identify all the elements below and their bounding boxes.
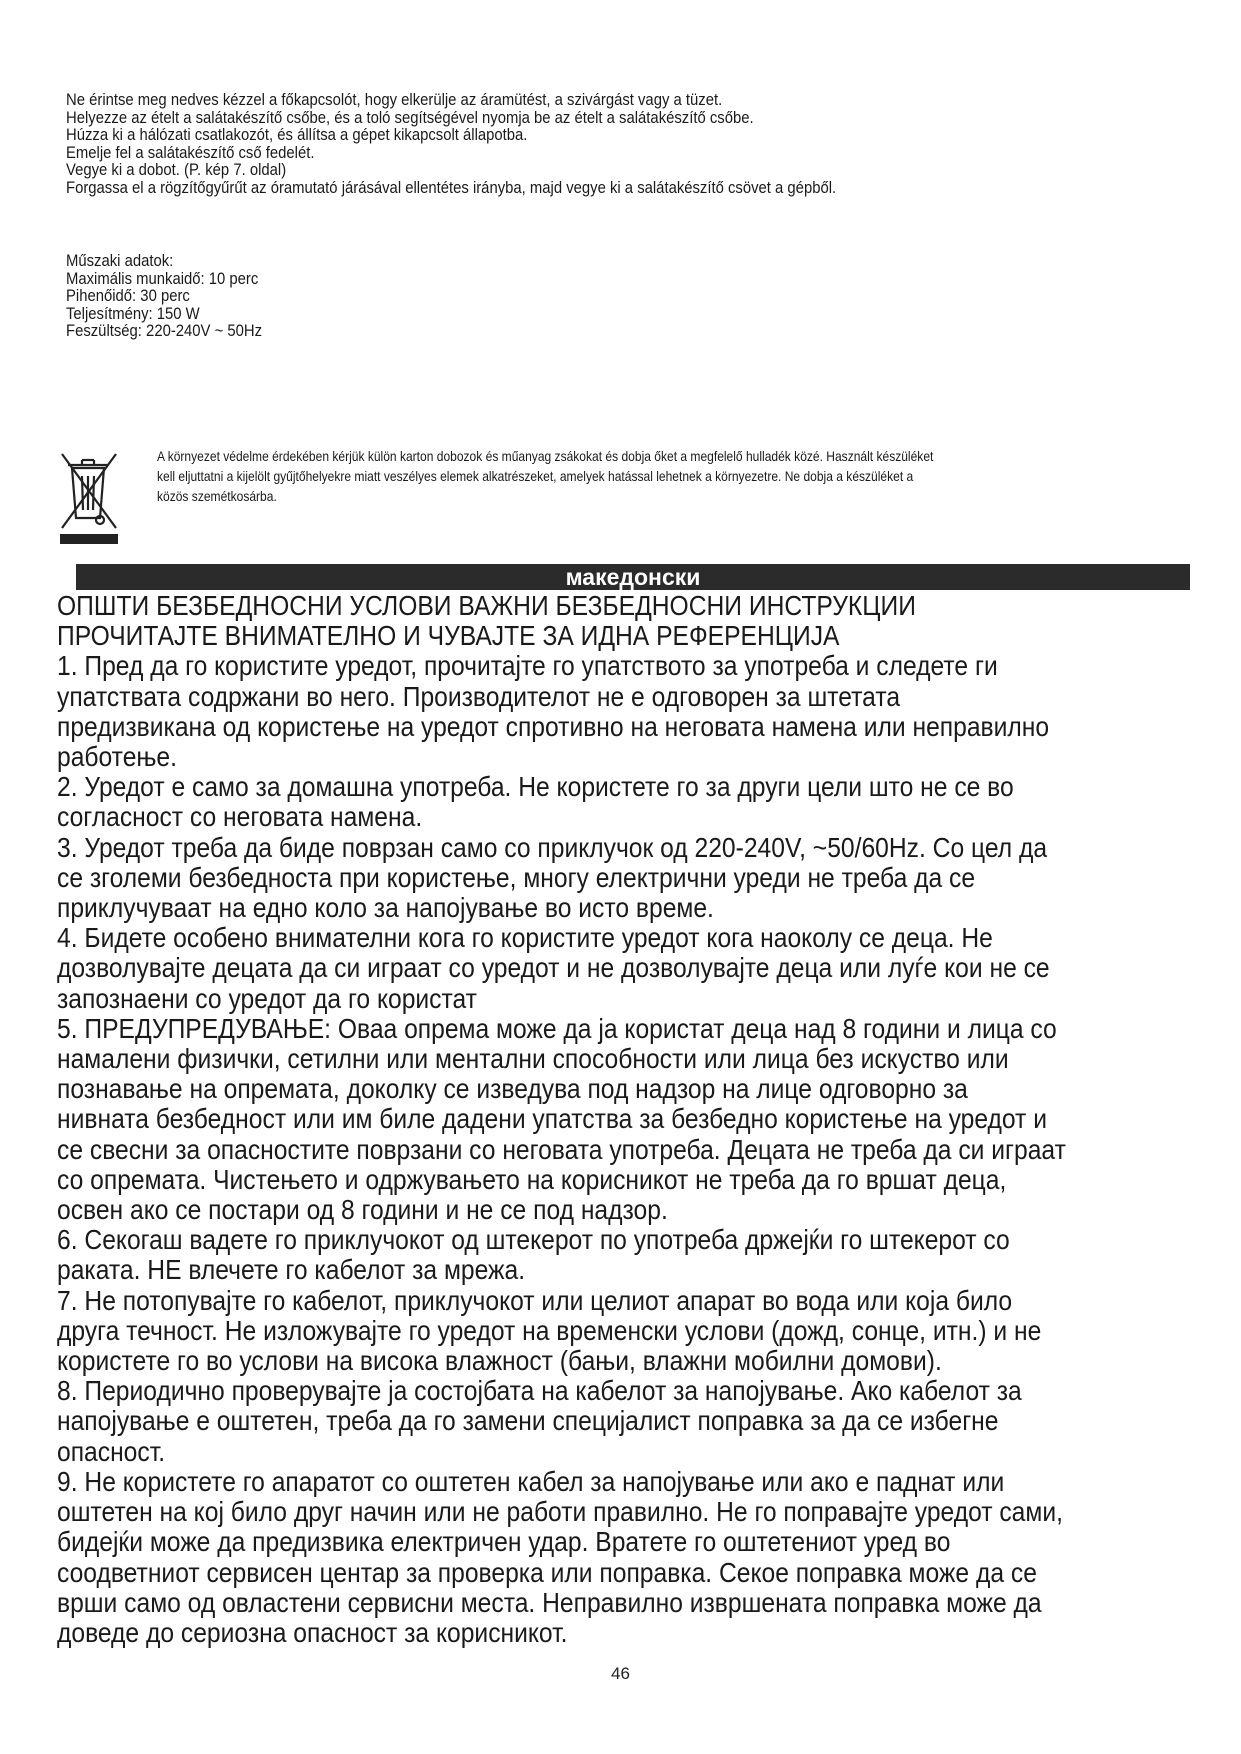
macedonian-safety-text	[57, 591, 1192, 1648]
mk-text-line: користете го во услови на висока влажност (бањи, влажни мобилни домови).	[57, 1345, 942, 1377]
mk-text-line: 2. Уредот е само за домашна употреба. Не користете го за други цели што не се во	[57, 771, 1014, 803]
hu-step-line: Ne érintse meg nedves kézzel a főkapcsolót, hogy elkerülje az áramütést, a szivárgást vagy a tüzet.	[66, 91, 723, 109]
mk-text-line: 4. Бидете особено внимателни кога го користите уредот кога наоколу се деца. Не	[57, 922, 993, 954]
crossed-out-wheelie-bin-icon	[58, 448, 120, 544]
mk-text-line: 3. Уредот треба да биде поврзан само со приклучок од 220-240V, ~50/60Hz. Со цел да	[57, 831, 1048, 863]
mk-text-line: 8. Периодично проверувајте ја состојбата на кабелот за напојување. Ако кабелот за	[57, 1375, 1022, 1407]
mk-text-line: опасност.	[57, 1435, 166, 1467]
mk-text-line: се свесни за опасностите поврзани со неговата употреба. Децата не треба да си играат	[57, 1133, 1066, 1165]
environment-notice-line: közös szemétkosárba.	[157, 488, 277, 504]
mk-text-line: 6. Секогаш вадете го приклучокот од штекерот по употреба држејќи го штекерот со	[57, 1224, 1010, 1256]
mk-text-line: соодветниот сервисен центар за проверка или поправка. Секое поправка може да се	[57, 1556, 1037, 1588]
mk-text-line: согласност со неговата намена.	[57, 801, 423, 833]
environment-notice-line: A környezet védelme érdekében kérjük külön karton dobozok és műanyag zsákokat és dobja őket a megfelelő hulladék közé. Használt készüléket	[157, 448, 934, 464]
environment-notice-line: kell eljuttatni a kijelölt gyűjtőhelyekre miatt veszélyes elemek alkatrészeket, amelyek hatással lehetnek a környezetre. Ne dobja a készüléket a	[157, 468, 914, 484]
mk-text-line: раката. НЕ влечете го кабелот за мрежа.	[57, 1254, 526, 1286]
mk-text-line: дозволувајте децата да си играат со уредот и не дозволувајте деца или луѓе кои не се	[57, 952, 1050, 984]
technical-data-line: Maximális munkaidő: 10 perc	[66, 269, 259, 288]
mk-heading-line: ПРОЧИТАЈТЕ ВНИМАТЕЛНО И ЧУВАЈТЕ ЗА ИДНА РЕФЕРЕНЦИЈА	[57, 620, 840, 652]
mk-text-line: упатствата содржани во него. Производителот не е одговорен за штетата	[57, 680, 901, 712]
environment-notice	[157, 446, 1172, 506]
mk-text-line: намалени физички, сетилни или ментални способности или лица без искуство или	[57, 1043, 1009, 1075]
technical-data-line: Pihenőidő: 30 perc	[66, 287, 190, 305]
mk-heading-line: ОПШТИ БЕЗБЕДНОСНИ УСЛОВИ ВАЖНИ БЕЗБЕДНОСНИ ИНСТРУКЦИИ	[57, 590, 916, 621]
mk-text-line: приклучуваат на едно коло за напојување во исто време.	[57, 892, 714, 924]
hungarian-instructions	[66, 92, 1074, 197]
mk-text-line: 1. Пред да го користите уредот, прочитајте го упатството за употреба и следете ги	[57, 650, 998, 682]
mk-text-line: со опремата. Чистењето и одржувањето на корисникот не треба да го вршат деца,	[57, 1163, 1007, 1195]
language-banner: македонски	[76, 564, 1190, 590]
mk-text-line: оштетен на кој било друг начин или не работи правилно. Не го поправајте уредот сами,	[57, 1496, 1063, 1528]
technical-data-heading: Műszaki adatok:	[66, 252, 174, 270]
mk-text-line: врши само од овластени сервисни места. Неправилно извршената поправка може да	[57, 1586, 1042, 1618]
mk-text-line: се зголеми безбедноста при користење, многу електрични уреди не треба да се	[57, 861, 976, 893]
hu-step-line: Vegye ki a dobot. (P. kép 7. oldal)	[66, 161, 287, 179]
mk-text-line: познавање на опремата, доколку се изведува под надзор на лице одговорно за	[57, 1073, 968, 1105]
hu-step-line: Húzza ki a hálózati csatlakozót, és állítsa a gépet kikapcsolt állapotba.	[66, 126, 528, 144]
mk-text-line: предизвикана од користење на уредот спротивно на неговата намена или неправилно	[57, 710, 1050, 742]
mk-text-line: друга течност. Не изложувајте го уредот на временски услови (дожд, сонце, итн.) и не	[57, 1314, 1042, 1346]
mk-text-line: 5. ПРЕДУПРЕДУВАЊЕ: Оваа опрема може да ја користат деца над 8 години и лица со	[57, 1012, 1057, 1044]
technical-data-line: Feszültség: 220-240V ~ 50Hz	[66, 322, 263, 340]
mk-text-line: доведе до сериозна опасност за корисникот.	[57, 1616, 568, 1648]
technical-data	[66, 253, 262, 341]
mk-text-line: работење.	[57, 741, 177, 773]
mk-text-line: нивната безбедност или им биле дадени упатства за безбедно користење на уредот и	[57, 1103, 1047, 1135]
page-number: 46	[611, 1664, 630, 1683]
hu-step-line: Forgassa el a rögzítőgyűrűt az óramutató járásával ellentétes irányba, majd vegye ki a salátakészítő csövet a gépből.	[66, 178, 837, 197]
hu-step-line: Emelje fel a salátakészítő cső fedelét.	[66, 143, 315, 162]
hu-step-line: Helyezze az ételt a salátakészítő csőbe, és a toló segítségével nyomja be az ételt a salátakészítő csőbe.	[66, 108, 754, 127]
mk-text-line: запознаени со уредот да го користат	[57, 982, 477, 1014]
mk-text-line: 7. Не потопувајте го кабелот, приклучокот или целиот апарат во вода или која било	[57, 1284, 1013, 1316]
mk-text-line: бидејќи може да предизвика електричен удар. Вратете го оштетениот уред во	[57, 1526, 951, 1558]
mk-text-line: освен ако се постари од 8 години и не се под надзор.	[57, 1194, 668, 1226]
mk-text-line: 9. Не користете го апаратот со оштетен кабел за напојување или ако е паднат или	[57, 1465, 1005, 1497]
technical-data-line: Teljesítmény: 150 W	[66, 304, 200, 323]
mk-text-line: напојување е оштетен, треба да го замени специјалист поправка за да се избегне	[57, 1405, 999, 1437]
